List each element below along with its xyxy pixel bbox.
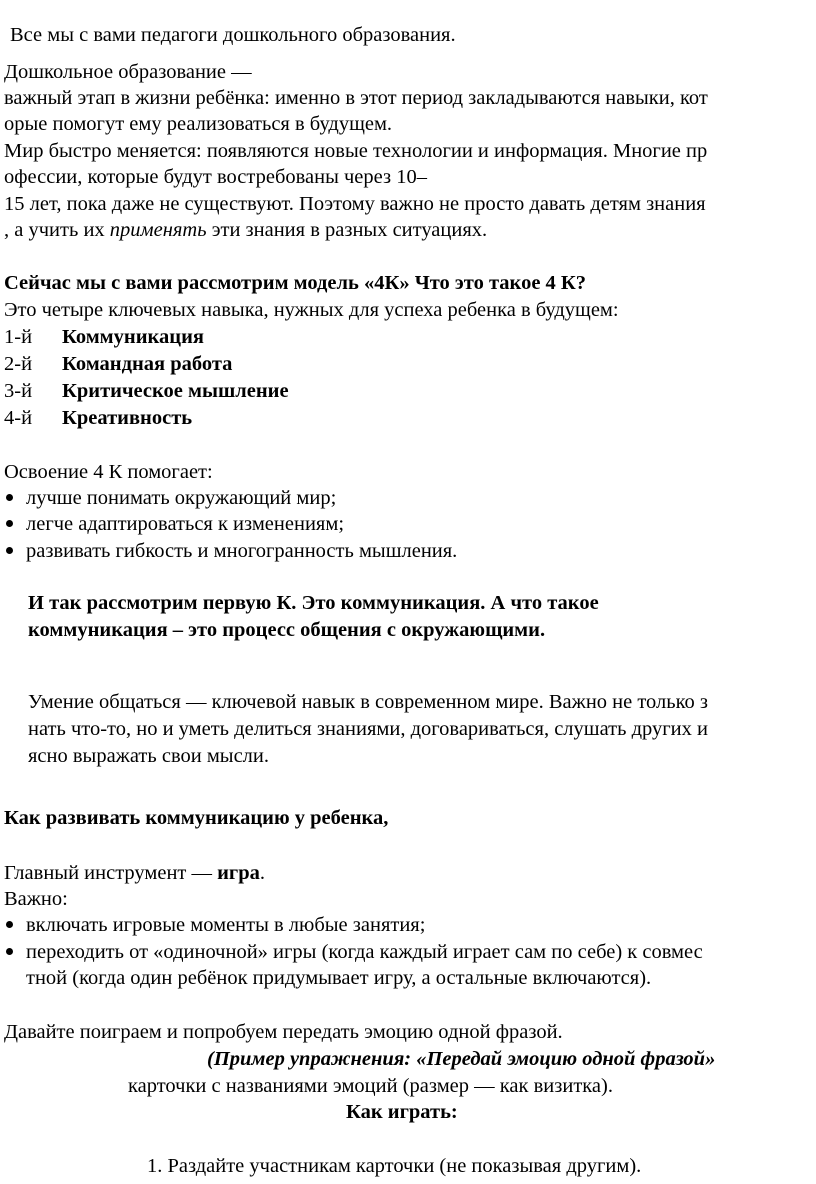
intro-line-8 xyxy=(4,217,487,243)
intro-line-5: Мир быстро меняется: появляются новые технологии и информация. Многие пр xyxy=(4,140,708,162)
intro-line-6: офессии, которые будут востребованы через 10– xyxy=(4,166,427,188)
bullet-icon xyxy=(6,547,13,554)
skill-item xyxy=(4,378,289,404)
bullet-icon xyxy=(6,494,13,501)
develop-tool-end: . xyxy=(259,862,266,884)
develop-item: включать игровые моменты в любые занятия; xyxy=(26,914,426,936)
bullet-icon xyxy=(6,948,13,955)
benefit-item: развивать гибкость и многогранность мышления. xyxy=(26,540,458,562)
exercise-cards: карточки с названиями эмоций (размер — как визитка). xyxy=(128,1075,613,1097)
skill-number: 2-й xyxy=(4,353,33,375)
intro-line-8-end: эти знания в разных ситуациях. xyxy=(206,219,488,241)
skill-number: 4-й xyxy=(4,407,33,429)
model-description: Это четыре ключевых навыка, нужных для успеха ребенка в будущем: xyxy=(4,299,619,321)
exercise-example: (Пример упражнения: «Передай эмоцию одной фразой» xyxy=(207,1048,716,1070)
intro-line-1: Все мы с вами педагоги дошкольного образования. xyxy=(10,24,456,46)
exercise-invite: Давайте поиграем и попробуем передать эмоцию одной фразой. xyxy=(4,1021,563,1043)
intro-line-2: Дошкольное образование — xyxy=(4,61,252,83)
model-heading: Сейчас мы с вами рассмотрим модель «4К» Что это такое 4 К? xyxy=(4,272,587,294)
communication-para-line-3: ясно выражать свои мысли. xyxy=(28,745,269,767)
develop-item: переходить от «одиночной» игры (когда каждый играет сам по себе) к совмес xyxy=(26,941,703,963)
intro-line-8-start: , а учить их xyxy=(4,219,110,241)
benefit-item: легче адаптироваться к изменениям; xyxy=(26,513,345,535)
communication-para-line-1: Умение общаться — ключевой навык в современном мире. Важно не только з xyxy=(28,691,709,713)
skill-name: Креативность xyxy=(62,407,193,429)
communication-para-line-2: нать что-то, но и уметь делиться знаниями, договариваться, слушать других и xyxy=(28,718,708,740)
bullet-icon xyxy=(6,520,13,527)
intro-line-4: орые помогут ему реализоваться в будущем. xyxy=(4,113,393,135)
skill-number: 3-й xyxy=(4,380,33,402)
benefits-heading: Освоение 4 К помогает: xyxy=(4,461,213,483)
bullet-icon xyxy=(6,921,13,928)
exercise-step-1: 1. Раздайте участникам карточки (не показывая другим). xyxy=(147,1155,642,1177)
develop-heading: Как развивать коммуникацию у ребенка, xyxy=(4,807,389,829)
intro-line-3: важный этап в жизни ребёнка: именно в этот период закладываются навыки, кот xyxy=(4,87,708,109)
communication-heading-line-2: коммуникация – это процесс общения с окружающими. xyxy=(28,619,546,641)
develop-item-continuation: тной (когда один ребёнок придумывает игру, а остальные включаются). xyxy=(26,967,652,989)
skill-name: Коммуникация xyxy=(62,326,204,348)
develop-tool xyxy=(4,860,265,886)
intro-line-8-italic: применять xyxy=(109,219,207,241)
develop-tool-bold: игра xyxy=(217,862,260,884)
intro-line-7: 15 лет, пока даже не существуют. Поэтому важно не просто давать детям знания xyxy=(4,193,706,215)
skill-name: Командная работа xyxy=(62,353,233,375)
skill-number: 1-й xyxy=(4,326,33,348)
communication-heading-line-1: И так рассмотрим первую К. Это коммуникация. А что такое xyxy=(28,592,599,614)
skill-item xyxy=(4,351,232,377)
skill-item xyxy=(4,324,204,350)
exercise-how-to: Как играть: xyxy=(346,1101,458,1123)
develop-tool-start: Главный инструмент — xyxy=(4,862,218,884)
skill-name: Критическое мышление xyxy=(62,380,289,402)
benefit-item: лучше понимать окружающий мир; xyxy=(26,487,337,509)
skill-item xyxy=(4,405,192,431)
develop-important: Важно: xyxy=(4,888,68,910)
